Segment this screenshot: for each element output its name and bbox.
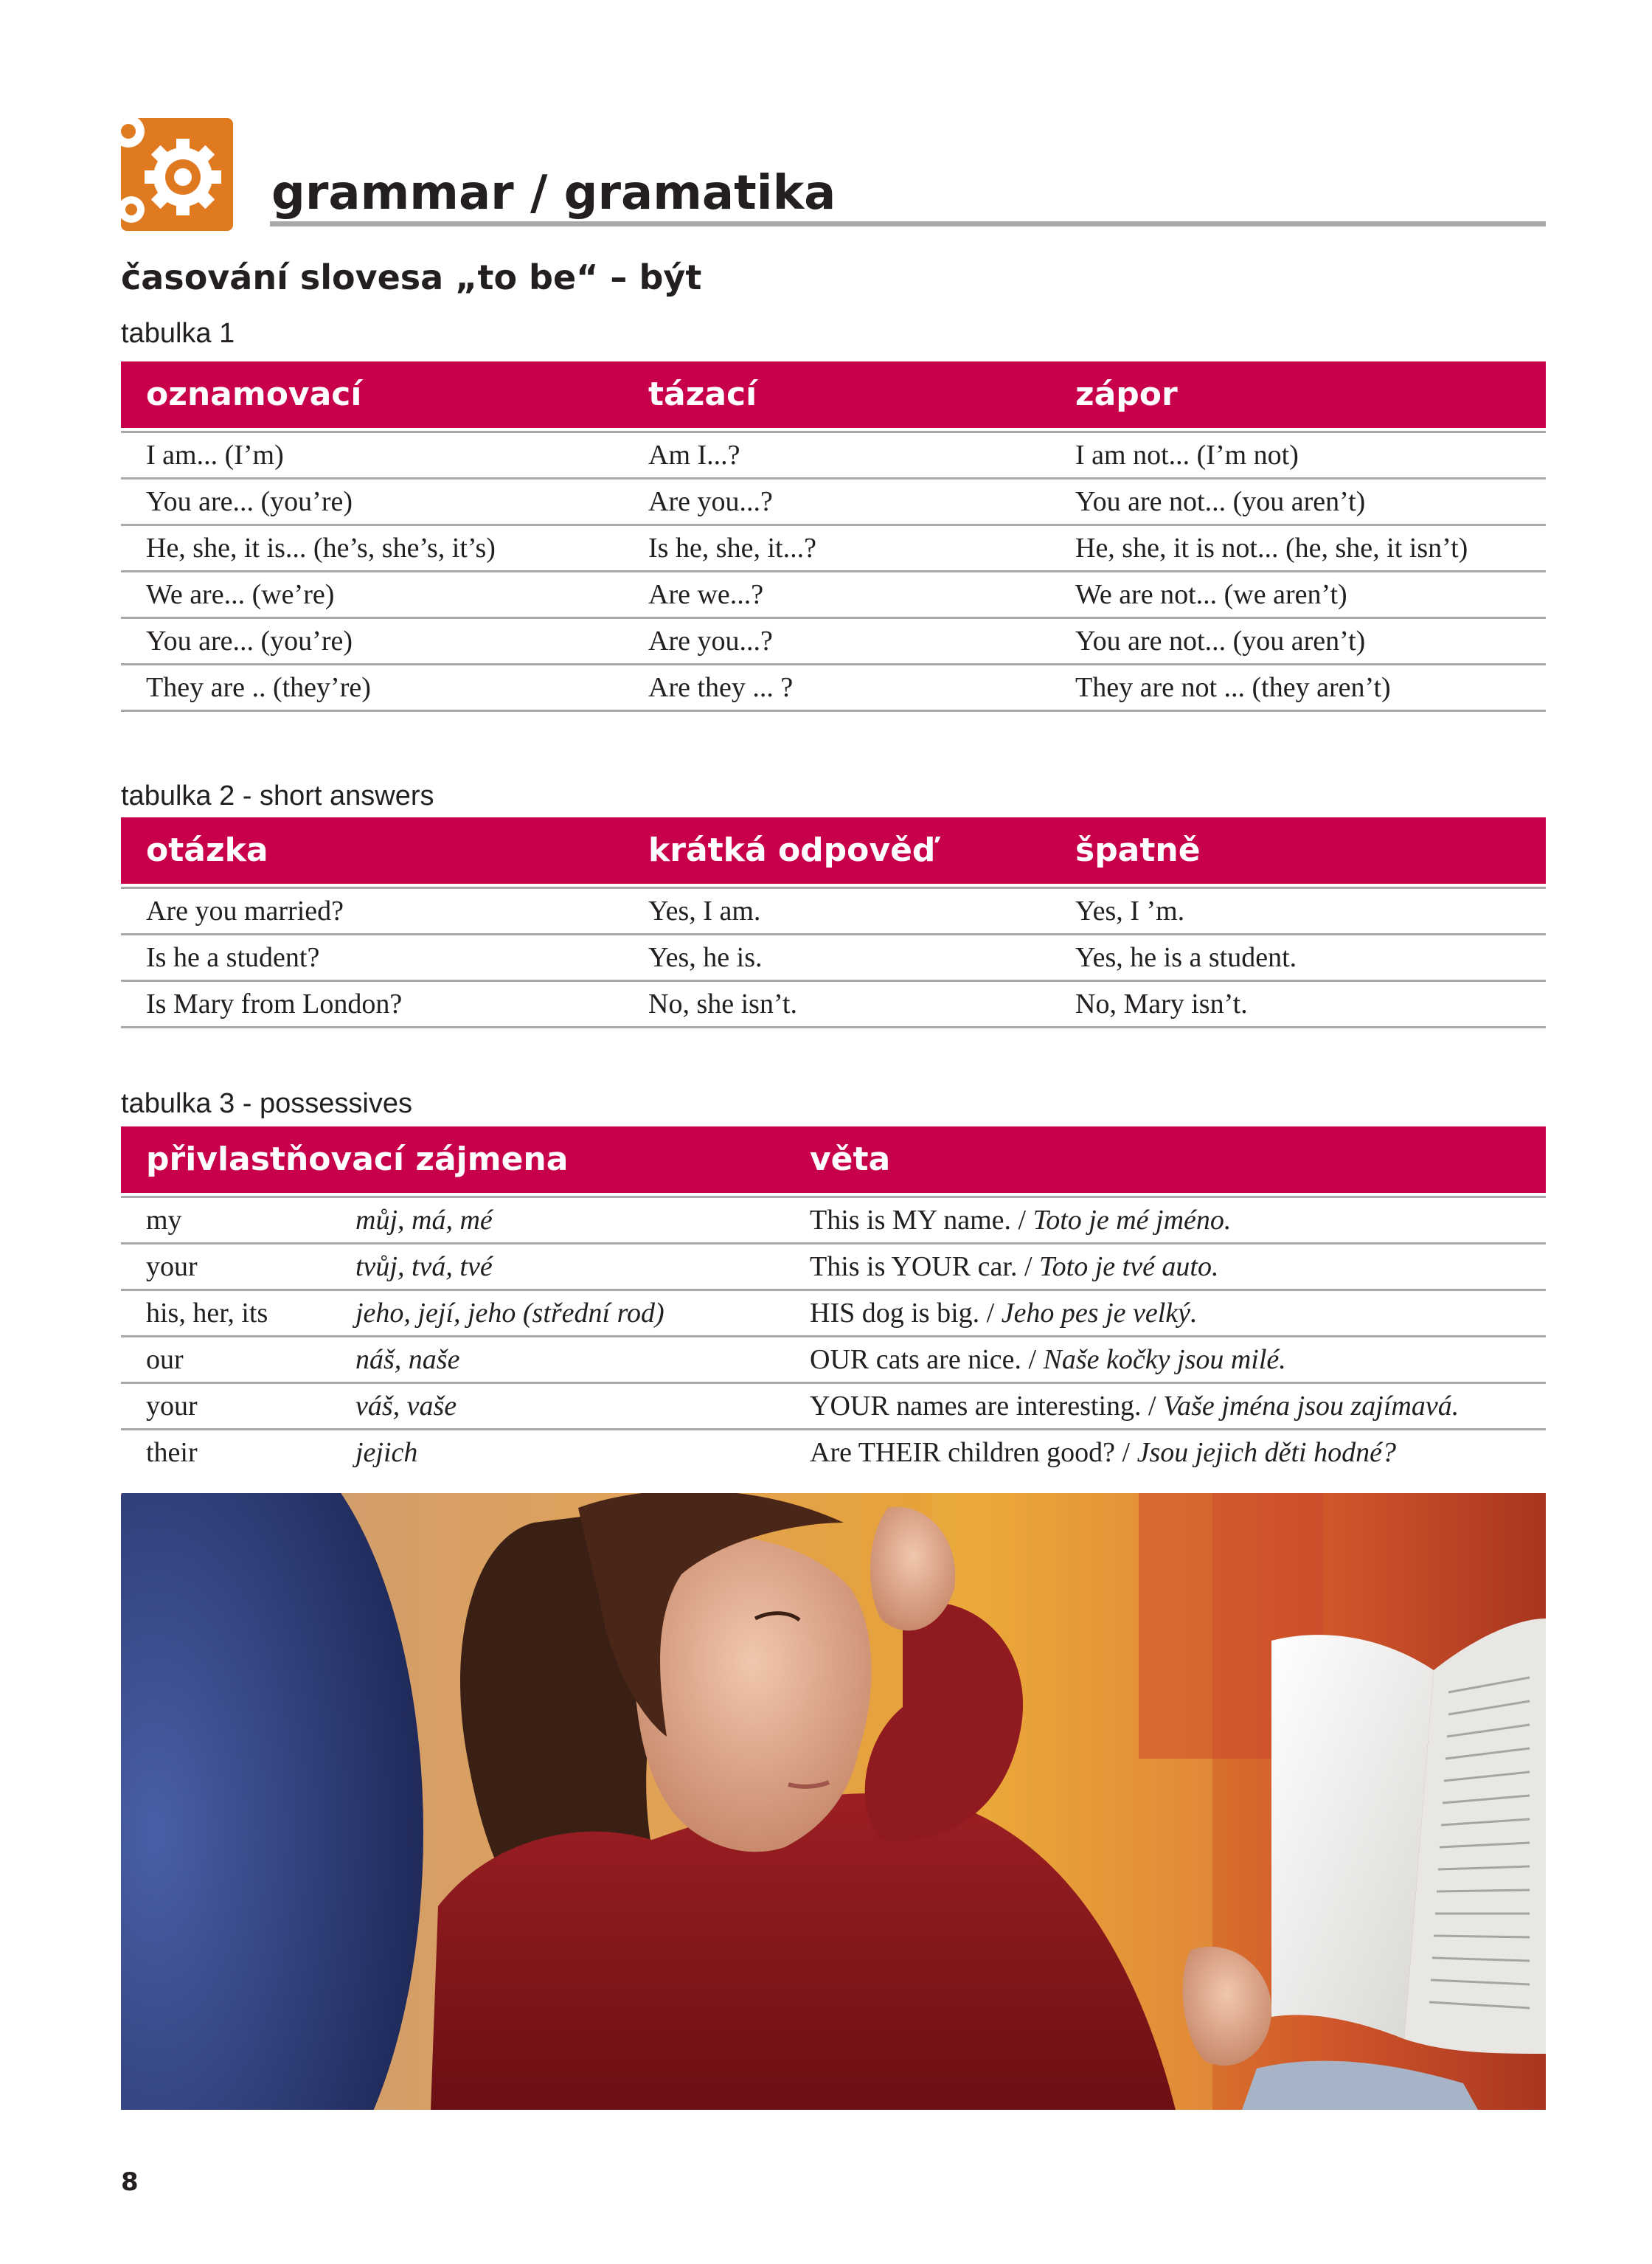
table-row [121, 1291, 1546, 1337]
table2-cell: Yes, I am. [648, 896, 761, 927]
table2-cell: Is he a student? [146, 942, 320, 973]
table1-cell: We are... (we’re) [146, 579, 335, 610]
table3-english: our [146, 1344, 184, 1375]
table-row [121, 526, 1546, 572]
table2-header-question: otázka [146, 831, 268, 869]
table1-cell: You are... (you’re) [146, 486, 353, 517]
table-row [121, 1244, 1546, 1291]
example-sentence: YOUR names are interesting. / [810, 1391, 1164, 1422]
table3-czech: jejich [355, 1437, 418, 1468]
table1-header-affirmative: oznamovací [146, 375, 362, 413]
table1-cell: I am not... (I’m not) [1075, 440, 1299, 471]
table-divider [121, 1193, 1546, 1198]
example-translation: Jeho pes je velký. [1001, 1298, 1198, 1329]
table-row [121, 665, 1546, 712]
table2-cell: Yes, I ’m. [1075, 896, 1185, 927]
table2-cell: Is Mary from London? [146, 989, 403, 1020]
table1-cell: Is he, she, it...? [648, 533, 816, 564]
table3-czech: náš, naše [355, 1344, 460, 1375]
example-translation: Naše kočky jsou milé. [1043, 1344, 1286, 1375]
table3-header [121, 1126, 1546, 1193]
page-title: grammar / gramatika [271, 166, 836, 221]
table2-cell: Are you married? [146, 896, 344, 927]
example-translation: Vaše jména jsou zajímavá. [1163, 1391, 1460, 1422]
example-sentence: HIS dog is big. / [810, 1298, 1002, 1329]
page-number: 8 [121, 2167, 139, 2197]
table3-caption: tabulka 3 - possessives [121, 1088, 412, 1119]
example-translation: Toto je tvé auto. [1039, 1251, 1219, 1282]
table2-header [121, 817, 1546, 884]
photo-woman-reading [121, 1493, 1546, 2110]
section-subtitle: časování slovesa „to be“ – být [121, 257, 702, 297]
table3-header-possessives: přivlastňovací zájmena [146, 1140, 569, 1178]
title-underline [270, 221, 1546, 226]
table3-example [810, 1337, 1286, 1382]
table1-cell: You are not... (you aren’t) [1075, 486, 1366, 517]
table-row [121, 619, 1546, 665]
table3-english: your [146, 1251, 198, 1282]
table1-cell: Are we...? [648, 579, 764, 610]
table-row [121, 889, 1546, 935]
table1-cell: They are not ... (they aren’t) [1075, 672, 1391, 703]
table1-cell: Are you...? [648, 486, 773, 517]
table-row [121, 1384, 1546, 1430]
table3-example [810, 1384, 1459, 1428]
table1-cell: You are... (you’re) [146, 626, 353, 657]
table3-czech: můj, má, mé [355, 1205, 493, 1236]
example-sentence: OUR cats are nice. / [810, 1344, 1044, 1375]
table-divider [121, 428, 1546, 433]
table-row [121, 1430, 1546, 1475]
table1-cell: He, she, it is not... (he, she, it isn’t) [1075, 533, 1468, 564]
table1 [121, 361, 1546, 712]
table3-english: his, her, its [146, 1298, 268, 1329]
table3-header-sentence: věta [810, 1140, 891, 1178]
gears-logo-icon [121, 118, 233, 231]
example-translation: Jsou jejich děti hodné? [1136, 1437, 1396, 1468]
table2-header-wrong: špatně [1075, 831, 1201, 869]
table2-header-short-answer: krátká odpověď [648, 831, 936, 869]
example-sentence: This is MY name. / [810, 1205, 1033, 1236]
table3-czech: jeho, její, jeho (střední rod) [355, 1298, 664, 1329]
table2-cell: Yes, he is a student. [1075, 942, 1297, 973]
table-row [121, 480, 1546, 526]
example-sentence: Are THEIR children good? / [810, 1437, 1137, 1468]
table1-cell: I am... (I’m) [146, 440, 284, 471]
table1-cell: They are .. (they’re) [146, 672, 371, 703]
table3-example [810, 1430, 1396, 1475]
table3-example [810, 1291, 1198, 1335]
table1-cell: Am I...? [648, 440, 740, 471]
table3 [121, 1126, 1546, 1475]
table1-header-negative: zápor [1075, 375, 1178, 413]
table2-caption: tabulka 2 - short answers [121, 780, 434, 811]
table3-english: my [146, 1205, 182, 1236]
table1-header-question: tázací [648, 375, 757, 413]
table1-cell: You are not... (you aren’t) [1075, 626, 1366, 657]
table2-cell: No, Mary isn’t. [1075, 989, 1248, 1020]
table-row [121, 982, 1546, 1028]
table-row [121, 1198, 1546, 1244]
example-translation: Toto je mé jméno. [1032, 1205, 1232, 1236]
table3-czech: váš, vaše [355, 1391, 457, 1422]
table-divider [121, 884, 1546, 889]
table3-english: their [146, 1437, 198, 1468]
table1-cell: He, she, it is... (he’s, she’s, it’s) [146, 533, 496, 564]
table3-czech: tvůj, tvá, tvé [355, 1251, 493, 1282]
table-row [121, 572, 1546, 619]
table-row [121, 433, 1546, 480]
table3-example [810, 1244, 1219, 1289]
table3-example [810, 1198, 1231, 1242]
table2 [121, 817, 1546, 1028]
table1-cell: We are not... (we aren’t) [1075, 579, 1347, 610]
table1-cell: Are you...? [648, 626, 773, 657]
table2-cell: No, she isn’t. [648, 989, 797, 1020]
table1-cell: Are they ... ? [648, 672, 794, 703]
table3-english: your [146, 1391, 198, 1422]
example-sentence: This is YOUR car. / [810, 1251, 1040, 1282]
table1-header [121, 361, 1546, 428]
table1-caption: tabulka 1 [121, 318, 235, 349]
table2-cell: Yes, he is. [648, 942, 763, 973]
table-row [121, 1337, 1546, 1384]
table-row [121, 935, 1546, 982]
